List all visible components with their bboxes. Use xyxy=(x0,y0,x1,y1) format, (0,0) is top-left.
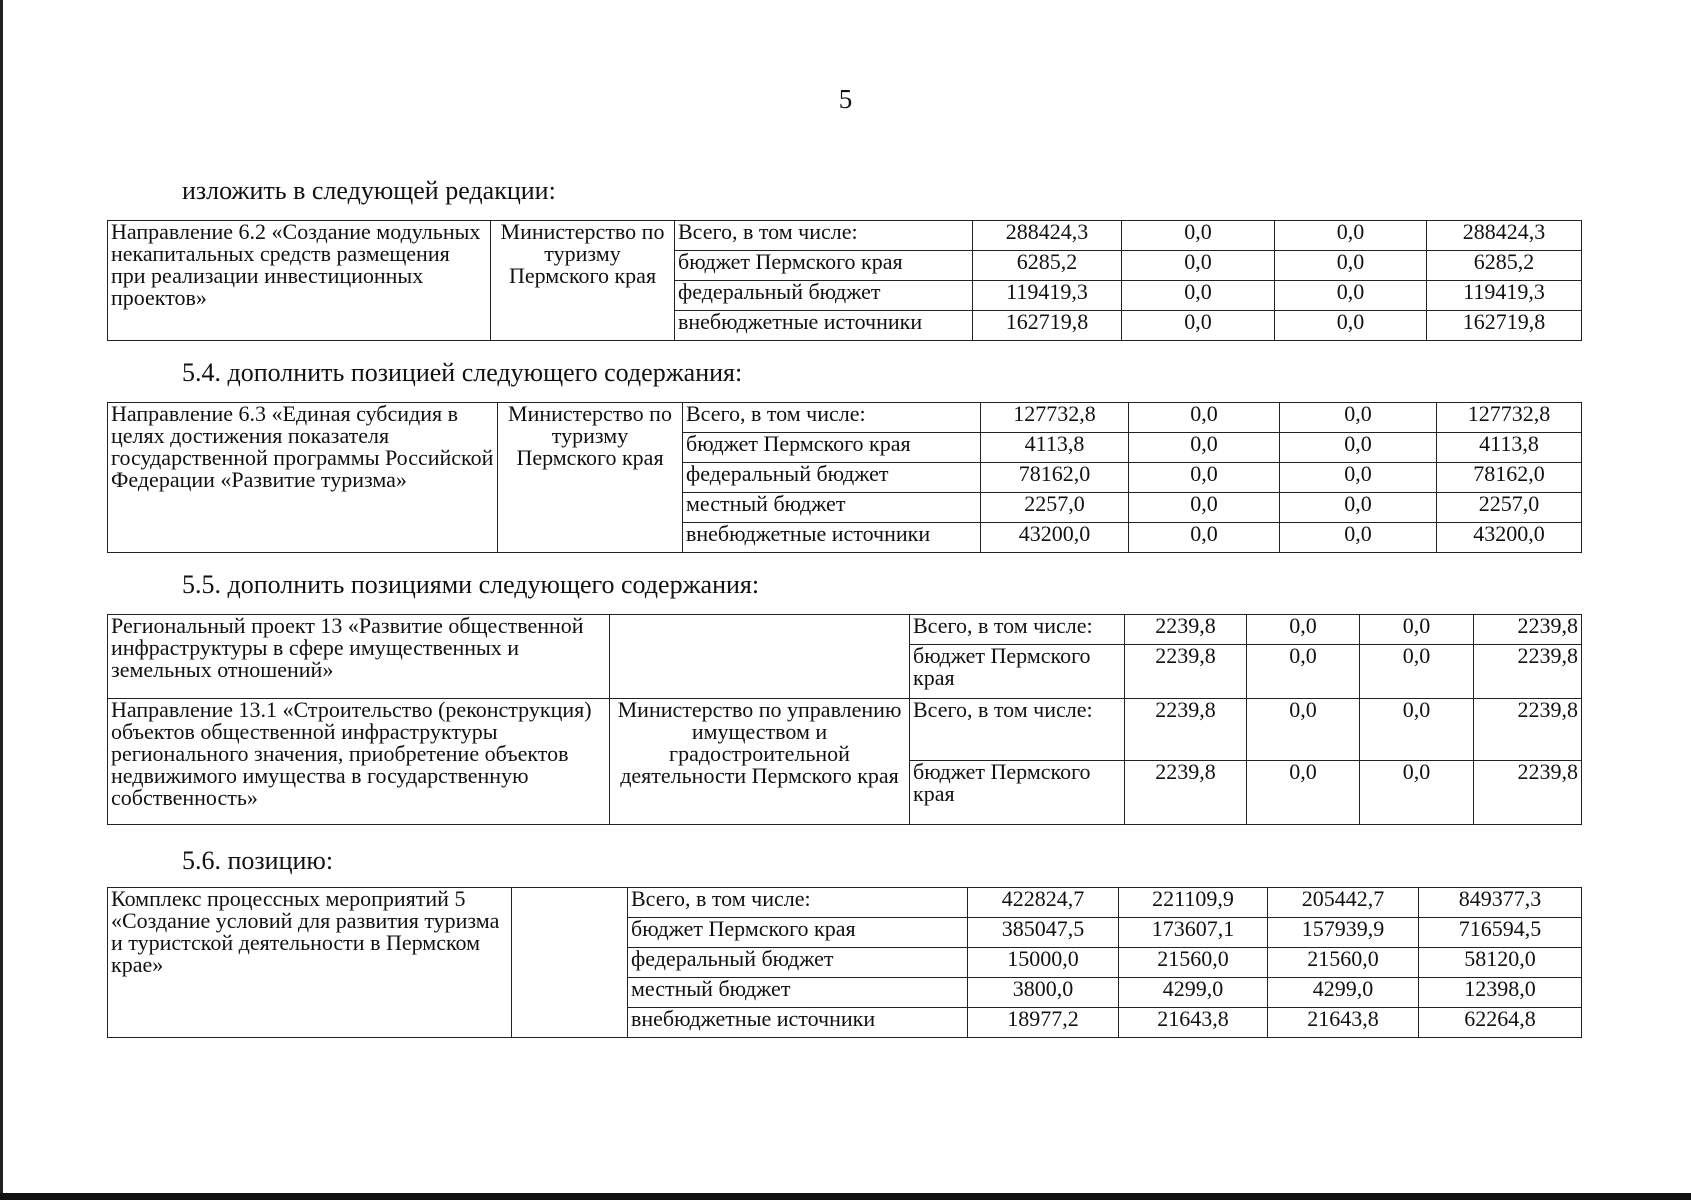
value-cell: 0,0 xyxy=(1275,251,1427,281)
value-cell: 62264,8 xyxy=(1419,1008,1582,1038)
value-cell: 0,0 xyxy=(1280,463,1437,493)
value-cell: 288424,3 xyxy=(973,221,1122,251)
funding-source: внебюджетные источники xyxy=(683,523,981,553)
value-cell: 0,0 xyxy=(1247,615,1360,645)
value-cell: 4299,0 xyxy=(1119,978,1268,1008)
table-direction-6-2 xyxy=(107,220,1582,341)
direction-name: Направление 6.2 «Создание модульных некапитальных средств размещения при реализации инвестиционных проектов» xyxy=(108,221,491,341)
executor: Министерство по туризму Пермского края xyxy=(491,221,675,341)
scan-left-edge xyxy=(0,0,3,1200)
funding-source: бюджет Пермского края xyxy=(683,433,981,463)
complex-name: Комплекс процессных мероприятий 5 «Создание условий для развития туризма и туристской деятельности в Пермском крае» xyxy=(108,888,512,1038)
value-cell: 0,0 xyxy=(1129,493,1280,523)
funding-source: местный бюджет xyxy=(683,493,981,523)
value-cell: 21560,0 xyxy=(1268,948,1419,978)
funding-source: бюджет Пермского края xyxy=(675,251,973,281)
value-cell: 3800,0 xyxy=(968,978,1119,1008)
value-cell: 0,0 xyxy=(1360,699,1474,761)
project-name: Региональный проект 13 «Развитие общественной инфраструктуры в сфере имущественных и земельных отношений» xyxy=(108,615,610,699)
value-cell: 0,0 xyxy=(1122,311,1275,341)
funding-source: бюджет Пермского края xyxy=(910,761,1125,825)
value-cell: 385047,5 xyxy=(968,918,1119,948)
value-cell: 288424,3 xyxy=(1427,221,1582,251)
value-cell: 0,0 xyxy=(1247,761,1360,825)
value-cell: 2257,0 xyxy=(1437,493,1582,523)
value-cell: 0,0 xyxy=(1122,251,1275,281)
funding-source: местный бюджет xyxy=(628,978,968,1008)
value-cell: 157939,9 xyxy=(1268,918,1419,948)
value-cell: 18977,2 xyxy=(968,1008,1119,1038)
value-cell: 422824,7 xyxy=(968,888,1119,918)
value-cell: 4113,8 xyxy=(1437,433,1582,463)
value-cell: 716594,5 xyxy=(1419,918,1582,948)
funding-source: внебюджетные источники xyxy=(628,1008,968,1038)
value-cell: 6285,2 xyxy=(1427,251,1582,281)
value-cell: 0,0 xyxy=(1129,403,1280,433)
funding-source: федеральный бюджет xyxy=(628,948,968,978)
value-cell: 2239,8 xyxy=(1474,645,1582,699)
value-cell: 2239,8 xyxy=(1125,615,1247,645)
value-cell: 0,0 xyxy=(1280,523,1437,553)
value-cell: 0,0 xyxy=(1129,523,1280,553)
value-cell: 0,0 xyxy=(1129,433,1280,463)
table-process-complex-5 xyxy=(107,887,1582,1038)
value-cell: 21560,0 xyxy=(1119,948,1268,978)
value-cell: 0,0 xyxy=(1275,281,1427,311)
section-heading-2: 5.4. дополнить позицией следующего содержания: xyxy=(182,358,743,387)
funding-source: Всего, в том числе: xyxy=(628,888,968,918)
value-cell: 173607,1 xyxy=(1119,918,1268,948)
value-cell: 849377,3 xyxy=(1419,888,1582,918)
value-cell: 2239,8 xyxy=(1125,645,1247,699)
value-cell: 119419,3 xyxy=(1427,281,1582,311)
value-cell: 0,0 xyxy=(1275,311,1427,341)
value-cell: 2257,0 xyxy=(981,493,1129,523)
value-cell: 162719,8 xyxy=(1427,311,1582,341)
value-cell: 2239,8 xyxy=(1125,699,1247,761)
scan-bottom-edge xyxy=(0,1193,1691,1200)
value-cell: 43200,0 xyxy=(1437,523,1582,553)
value-cell: 21643,8 xyxy=(1119,1008,1268,1038)
funding-source: внебюджетные источники xyxy=(675,311,973,341)
funding-source: федеральный бюджет xyxy=(675,281,973,311)
table-regional-project-13 xyxy=(107,614,1582,825)
value-cell: 0,0 xyxy=(1360,645,1474,699)
value-cell: 2239,8 xyxy=(1474,699,1582,761)
value-cell: 15000,0 xyxy=(968,948,1119,978)
value-cell: 2239,8 xyxy=(1474,761,1582,825)
value-cell: 0,0 xyxy=(1247,645,1360,699)
value-cell: 0,0 xyxy=(1280,433,1437,463)
value-cell: 2239,8 xyxy=(1125,761,1247,825)
value-cell: 4299,0 xyxy=(1268,978,1419,1008)
executor xyxy=(610,615,910,699)
value-cell: 2239,8 xyxy=(1474,615,1582,645)
executor: Министерство по туризму Пермского края xyxy=(498,403,683,553)
page-number: 5 xyxy=(838,84,853,114)
funding-source: Всего, в том числе: xyxy=(683,403,981,433)
value-cell: 0,0 xyxy=(1360,615,1474,645)
value-cell: 162719,8 xyxy=(973,311,1122,341)
value-cell: 43200,0 xyxy=(981,523,1129,553)
value-cell: 0,0 xyxy=(1247,699,1360,761)
executor: Министерство по управлению имуществом и градостроительной деятельности Пермского края xyxy=(610,699,910,825)
direction-name: Направление 6.3 «Единая субсидия в целях достижения показателя государственной программы Российской Федерации «Развитие туризма» xyxy=(108,403,498,553)
executor xyxy=(512,888,628,1038)
value-cell: 78162,0 xyxy=(1437,463,1582,493)
funding-source: бюджет Пермского края xyxy=(910,645,1125,699)
value-cell: 205442,7 xyxy=(1268,888,1419,918)
value-cell: 58120,0 xyxy=(1419,948,1582,978)
value-cell: 0,0 xyxy=(1122,281,1275,311)
value-cell: 21643,8 xyxy=(1268,1008,1419,1038)
value-cell: 0,0 xyxy=(1280,403,1437,433)
value-cell: 78162,0 xyxy=(981,463,1129,493)
value-cell: 0,0 xyxy=(1275,221,1427,251)
value-cell: 0,0 xyxy=(1360,761,1474,825)
funding-source: Всего, в том числе: xyxy=(910,699,1125,761)
section-heading-1: изложить в следующей редакции: xyxy=(182,176,556,205)
funding-source: Всего, в том числе: xyxy=(910,615,1125,645)
value-cell: 127732,8 xyxy=(1437,403,1582,433)
table-direction-6-3 xyxy=(107,402,1582,553)
direction-name: Направление 13.1 «Строительство (реконструкция) объектов общественной инфраструктуры регионального значения, приобретение объектов недвижимого имущества в государственную собственность» xyxy=(108,699,610,825)
value-cell: 127732,8 xyxy=(981,403,1129,433)
value-cell: 12398,0 xyxy=(1419,978,1582,1008)
funding-source: бюджет Пермского края xyxy=(628,918,968,948)
value-cell: 0,0 xyxy=(1280,493,1437,523)
value-cell: 221109,9 xyxy=(1119,888,1268,918)
value-cell: 6285,2 xyxy=(973,251,1122,281)
value-cell: 0,0 xyxy=(1122,221,1275,251)
value-cell: 4113,8 xyxy=(981,433,1129,463)
section-heading-3: 5.5. дополнить позициями следующего содержания: xyxy=(182,570,760,599)
value-cell: 119419,3 xyxy=(973,281,1122,311)
value-cell: 0,0 xyxy=(1129,463,1280,493)
funding-source: Всего, в том числе: xyxy=(675,221,973,251)
section-heading-4: 5.6. позицию: xyxy=(182,846,334,875)
funding-source: федеральный бюджет xyxy=(683,463,981,493)
